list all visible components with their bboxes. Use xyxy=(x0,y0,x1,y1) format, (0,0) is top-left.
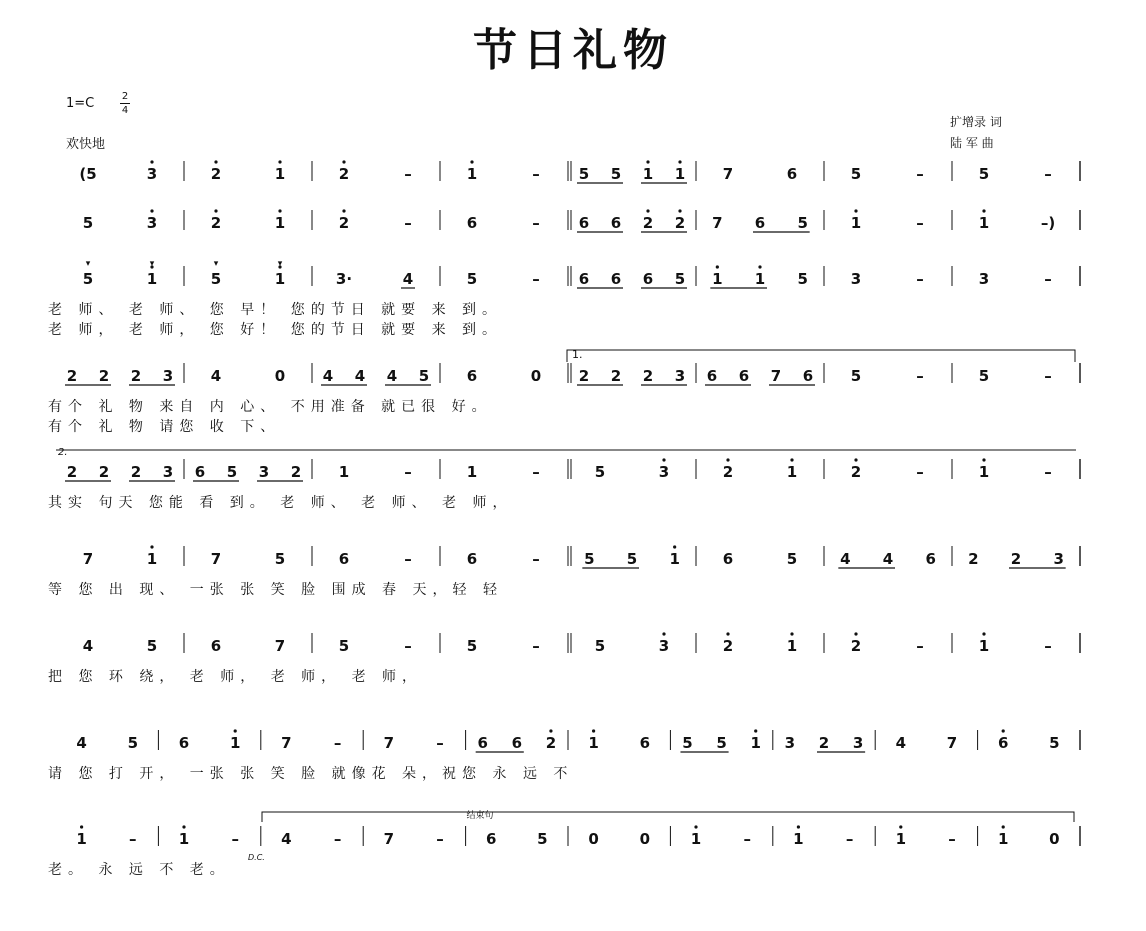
note: 1 xyxy=(229,734,241,752)
accent-mark: ▾ xyxy=(149,259,155,269)
octave-dot xyxy=(549,729,552,732)
note: 6 xyxy=(925,550,936,568)
lyric-line: 把 您 环 绕， 老 师， 老 师， 老 师， xyxy=(48,669,423,685)
note: 6 xyxy=(997,734,1009,752)
note: 1 xyxy=(274,165,286,183)
tempo-marking: 欢快地 xyxy=(66,137,106,152)
note: 5 xyxy=(610,165,622,183)
octave-dot xyxy=(754,729,757,732)
note: 1 xyxy=(669,550,680,568)
note: – xyxy=(1044,270,1052,288)
note: 6 xyxy=(210,637,222,655)
octave-dot xyxy=(80,825,83,828)
note: 7 xyxy=(770,367,782,385)
octave-dot xyxy=(150,209,153,212)
note: – xyxy=(231,830,239,848)
note: 2 xyxy=(130,367,142,385)
note: 1 xyxy=(754,270,766,288)
note: 6 xyxy=(722,550,734,568)
note: 1 xyxy=(786,637,798,655)
octave-dot xyxy=(673,545,676,548)
note: 1 xyxy=(850,214,862,232)
note: 1 xyxy=(793,830,804,848)
note: 3 xyxy=(162,367,174,385)
composer-credit: 陆 军 曲 xyxy=(950,136,994,150)
accent-mark: ▾ xyxy=(85,259,91,269)
octave-dot xyxy=(150,160,153,163)
octave-dot xyxy=(1002,825,1005,828)
octave-dot xyxy=(899,825,902,828)
note: – xyxy=(916,214,924,232)
note: 1 xyxy=(466,463,478,481)
note: 5 xyxy=(338,637,350,655)
lyric-line: 老。 永 远 不 老。 xyxy=(48,862,230,878)
coda-label: 结束句 xyxy=(466,811,494,821)
octave-dot xyxy=(1002,729,1005,732)
octave-dot xyxy=(662,458,665,461)
note: 4 xyxy=(82,637,94,655)
note: 6 xyxy=(466,214,478,232)
note: 7 xyxy=(210,550,222,568)
note: 2 xyxy=(642,214,654,232)
octave-dot xyxy=(278,160,281,163)
note: 6 xyxy=(477,734,488,752)
note: – xyxy=(532,463,540,481)
note: 2 xyxy=(210,165,222,183)
note: 3 xyxy=(850,270,862,288)
note: 4 xyxy=(210,367,222,385)
note: 2 xyxy=(210,214,222,232)
note: 5 xyxy=(210,270,222,288)
octave-dot xyxy=(790,458,793,461)
note: 5 xyxy=(594,637,606,655)
note: 2 xyxy=(610,367,622,385)
note: 1 xyxy=(690,830,702,848)
note: 0 xyxy=(530,367,542,385)
octave-dot xyxy=(854,632,857,635)
octave-dot xyxy=(694,825,697,828)
note: 6 xyxy=(194,463,206,481)
note: 1 xyxy=(588,734,599,752)
accent-mark: ▾ xyxy=(277,259,283,269)
note: 4 xyxy=(281,830,292,848)
lyric-line: 有个 礼 物 请您 收 下、 xyxy=(48,419,281,435)
note: – xyxy=(436,830,444,848)
octave-dot xyxy=(182,825,185,828)
octave-dot xyxy=(470,160,473,163)
note: 3 xyxy=(146,165,158,183)
note: 2 xyxy=(1010,550,1022,568)
note: 1 xyxy=(338,463,350,481)
note: 6 xyxy=(338,550,350,568)
note: – xyxy=(916,637,924,655)
note: 6 xyxy=(178,734,190,752)
note: – xyxy=(333,830,342,848)
note: 0 xyxy=(1049,830,1060,848)
note: 7 xyxy=(712,214,723,232)
note: 5 xyxy=(537,830,548,848)
coda-bracket xyxy=(262,812,1074,822)
note: 5 xyxy=(682,734,693,752)
volta-1-label: 1. xyxy=(572,348,583,361)
note: 2 xyxy=(722,637,734,655)
note: 5 xyxy=(82,270,94,288)
note: 3 xyxy=(658,637,670,655)
note: 5 xyxy=(82,214,94,232)
octave-dot xyxy=(662,632,665,635)
note: – xyxy=(532,550,540,568)
octave-dot xyxy=(646,160,649,163)
note: 6 xyxy=(754,214,766,232)
note: 1 xyxy=(674,165,686,183)
lyric-line: 老 师， 老 师， 您 好！ 您的节日 就要 来 到。 xyxy=(48,322,503,338)
lyricist-credit: 扩增录 词 xyxy=(950,115,1002,129)
note: 6 xyxy=(802,367,814,385)
octave-dot xyxy=(214,209,217,212)
note: 5 xyxy=(226,463,238,481)
note: – xyxy=(404,463,412,481)
octave-dot xyxy=(790,632,793,635)
note: 2 xyxy=(850,637,862,655)
note: 1 xyxy=(76,830,87,848)
time-signature-top: 2 xyxy=(121,91,129,102)
note: 3 xyxy=(258,463,270,481)
note: 0 xyxy=(274,367,286,385)
octave-dot xyxy=(592,729,595,732)
note: 1 xyxy=(895,830,907,848)
note: 6 xyxy=(466,367,478,385)
note: 6 xyxy=(642,270,654,288)
note: 1 xyxy=(146,550,158,568)
note: – xyxy=(916,463,924,481)
note: 5 xyxy=(626,550,638,568)
note: 3 xyxy=(978,270,990,288)
song-title: 节日礼物 xyxy=(473,25,673,76)
note: 7 xyxy=(383,830,395,848)
note: – xyxy=(916,165,924,183)
note: 7 xyxy=(722,165,734,183)
note: 3 xyxy=(784,734,796,752)
octave-dot xyxy=(150,545,153,548)
note: 3 xyxy=(162,463,174,481)
note: 3 xyxy=(1053,550,1064,568)
octave-dot xyxy=(678,209,681,212)
note: – xyxy=(1044,165,1052,183)
note: 6 xyxy=(466,550,478,568)
note: 1 xyxy=(978,214,990,232)
octave-dot xyxy=(982,632,985,635)
octave-dot xyxy=(678,160,681,163)
time-signature-bottom: 4 xyxy=(121,105,129,116)
note: – xyxy=(1044,637,1052,655)
note: 2 xyxy=(130,463,142,481)
note: – xyxy=(404,214,412,232)
note: 6 xyxy=(578,270,590,288)
note: 6 xyxy=(578,214,590,232)
note: 5 xyxy=(978,165,990,183)
octave-dot xyxy=(646,209,649,212)
note: 4 xyxy=(882,550,894,568)
note: 1 xyxy=(274,214,286,232)
octave-dot xyxy=(758,265,761,268)
note: 2 xyxy=(545,734,557,752)
lyric-line: 其实 句天 您能 看 到。 老 师、 老 师、 老 师， xyxy=(48,495,513,511)
note: 4 xyxy=(354,367,366,385)
note: 5 xyxy=(418,367,430,385)
note: 7 xyxy=(383,734,395,752)
note: 5 xyxy=(797,214,808,232)
octave-dot xyxy=(854,458,857,461)
note: 1 xyxy=(978,463,990,481)
octave-dot xyxy=(342,160,345,163)
note: 6 xyxy=(639,734,651,752)
note: 4 xyxy=(386,367,398,385)
note: – xyxy=(532,214,540,232)
note: 4 xyxy=(840,550,851,568)
octave-dot xyxy=(716,265,719,268)
note: 1 xyxy=(178,830,190,848)
note: 5 xyxy=(850,165,862,183)
note: 6 xyxy=(786,165,798,183)
note: 5 xyxy=(594,463,606,481)
note: 5 xyxy=(674,270,686,288)
octave-dot xyxy=(797,825,800,828)
note: – xyxy=(845,830,854,848)
note: 6 xyxy=(610,270,622,288)
dc-marking: D.C. xyxy=(248,853,265,862)
note: 1 xyxy=(750,734,761,752)
note: 2 xyxy=(722,463,734,481)
note: – xyxy=(532,637,540,655)
note: 1 xyxy=(274,270,286,288)
note: – xyxy=(1044,463,1052,481)
note: 0 xyxy=(639,830,651,848)
note: 3 xyxy=(674,367,686,385)
note: 5 xyxy=(1049,734,1060,752)
note: 2 xyxy=(850,463,862,481)
note: 4 xyxy=(322,367,334,385)
octave-dot xyxy=(982,209,985,212)
note: 5 xyxy=(578,165,590,183)
note: 6 xyxy=(610,214,622,232)
note: (5 xyxy=(79,165,97,183)
note: 0 xyxy=(588,830,599,848)
key-signature: 1=C xyxy=(66,96,95,111)
octave-dot xyxy=(342,209,345,212)
note: – xyxy=(404,637,412,655)
note: – xyxy=(404,550,412,568)
note: 5 xyxy=(274,550,286,568)
volta-2-label: 2. xyxy=(58,447,68,458)
note: – xyxy=(532,165,540,183)
octave-dot xyxy=(982,458,985,461)
note: 5 xyxy=(850,367,862,385)
note: 5 xyxy=(716,734,727,752)
note: 1 xyxy=(786,463,798,481)
octave-dot xyxy=(278,209,281,212)
note: – xyxy=(916,270,924,288)
note: 6 xyxy=(706,367,718,385)
note: 1 xyxy=(466,165,478,183)
note: 1 xyxy=(997,830,1009,848)
accent-mark: ▾ xyxy=(213,259,219,269)
note: – xyxy=(948,830,956,848)
note: 7 xyxy=(946,734,958,752)
note: 6 xyxy=(485,830,497,848)
note: 2 xyxy=(968,550,979,568)
note: –) xyxy=(1040,214,1056,232)
note: 2 xyxy=(674,214,686,232)
note: 6 xyxy=(738,367,750,385)
note: – xyxy=(1044,367,1052,385)
note: 6 xyxy=(511,734,523,752)
note: 3· xyxy=(335,270,353,288)
note: – xyxy=(333,734,342,752)
note: 2 xyxy=(98,367,110,385)
note: 3 xyxy=(146,214,158,232)
octave-dot xyxy=(726,458,729,461)
note: 3 xyxy=(852,734,864,752)
note: 4 xyxy=(76,734,87,752)
lyric-line: 请 您 打 开， 一张 张 笑 脸 就像花 朵，祝您 永 远 不 xyxy=(48,766,574,782)
note: 2 xyxy=(578,367,590,385)
note: 5 xyxy=(978,367,990,385)
note: 2 xyxy=(66,463,78,481)
note: 7 xyxy=(82,550,94,568)
note: 5 xyxy=(127,734,139,752)
note: 5 xyxy=(146,637,158,655)
lyric-line: 等 您 出 现、 一张 张 笑 脸 围成 春 天，轻 轻 xyxy=(48,582,503,598)
note: 7 xyxy=(281,734,292,752)
note: 1 xyxy=(978,637,990,655)
octave-dot xyxy=(854,209,857,212)
note: 2 xyxy=(338,165,350,183)
note: 4 xyxy=(402,270,414,288)
note: 2 xyxy=(290,463,302,481)
note: 1 xyxy=(712,270,723,288)
octave-dot xyxy=(726,632,729,635)
note: 5 xyxy=(466,637,478,655)
note: 7 xyxy=(274,637,286,655)
lyric-line: 有个 礼 物 来自 内 心、 不用准备 就已很 好。 xyxy=(48,399,492,415)
note: 1 xyxy=(146,270,158,288)
lyric-line: 老 师、 老 师、 您 早！ 您的节日 就要 来 到。 xyxy=(48,302,503,318)
octave-dot xyxy=(214,160,217,163)
note: 5 xyxy=(466,270,478,288)
note: 1 xyxy=(642,165,654,183)
note: – xyxy=(743,830,751,848)
note: – xyxy=(532,270,540,288)
note: – xyxy=(404,165,412,183)
note: – xyxy=(916,367,924,385)
note: 4 xyxy=(895,734,907,752)
note: 5 xyxy=(584,550,595,568)
note: 2 xyxy=(98,463,110,481)
note: 2 xyxy=(642,367,654,385)
volta-1-bracket xyxy=(567,350,1075,362)
note: 2 xyxy=(818,734,830,752)
note: 5 xyxy=(786,550,798,568)
note: 3 xyxy=(658,463,670,481)
note: – xyxy=(129,830,137,848)
note: 5 xyxy=(797,270,808,288)
note: – xyxy=(436,734,444,752)
note: 2 xyxy=(66,367,78,385)
octave-dot xyxy=(234,729,237,732)
note: 2 xyxy=(338,214,350,232)
